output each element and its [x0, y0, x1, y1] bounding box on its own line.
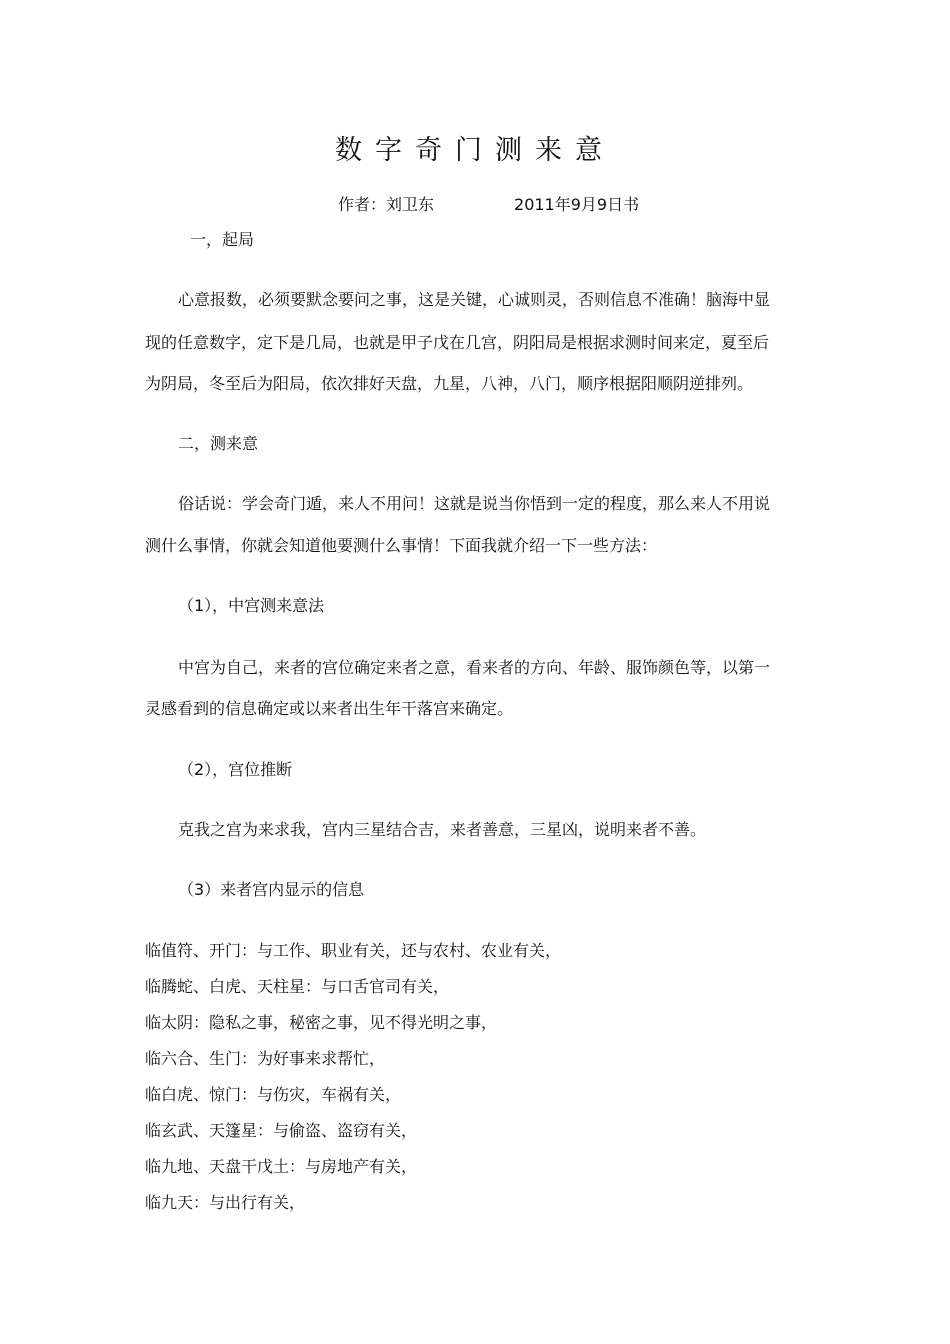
author: 作者：刘卫东 [338, 195, 435, 214]
list-item: 临太阴：隐私之事，秘密之事，见不得光明之事， [145, 1013, 498, 1032]
paragraph-1-line-2: 现的任意数字，定下是几局，也就是甲子戊在几宫，阴阳局是根据求测时间来定，夏至后 [145, 333, 770, 352]
list-item: 临九天：与出行有关， [145, 1193, 306, 1212]
subsection-3-heading: （3）来者宫内显示的信息 [178, 880, 365, 899]
list-item: 临腾蛇、白虎、天柱星：与口舌官司有关， [145, 977, 450, 996]
paragraph-2-line-1: 俗话说：学会奇门遁，来人不用问！这就是说当你悟到一定的程度，那么来人不用说 [178, 494, 771, 513]
document-title: 数字奇门测来意 [335, 135, 615, 166]
paragraph-4: 克我之宫为来求我，宫内三星结合吉，来者善意，三星凶，说明来者不善。 [178, 820, 707, 839]
date: 2011年9月9日书 [514, 195, 640, 214]
paragraph-3-line-2: 灵感看到的信息确定或以来者出生年干落宫来确定。 [145, 699, 514, 718]
paragraph-1-line-3: 为阴局，冬至后为阳局，依次排好天盘，九星，八神，八门，顺序根据阳顺阴逆排列。 [145, 374, 754, 393]
list-item: 临值符、开门：与工作、职业有关，还与农村、农业有关， [145, 941, 562, 960]
paragraph-3-line-1: 中宫为自己，来者的宫位确定来者之意，看来者的方向、年龄、服饰颜色等，以第一 [178, 658, 771, 677]
paragraph-2-line-2: 测什么事情，你就会知道他要测什么事情！下面我就介绍一下一些方法： [145, 536, 658, 555]
list-item: 临九地、天盘干戊土：与房地产有关， [145, 1157, 418, 1176]
subsection-2-heading: （2），宫位推断 [178, 760, 293, 779]
list-item: 临六合、生门：为好事来求帮忙， [145, 1049, 386, 1068]
list-item: 临白虎、惊门：与伤灾，车祸有关， [145, 1085, 402, 1104]
list-item: 临玄武、天篷星：与偷盗、盗窃有关， [145, 1121, 418, 1140]
section-1-heading: 一，起局 [190, 230, 255, 249]
byline [338, 192, 639, 215]
paragraph-1-line-1: 心意报数，必须要默念要问之事，这是关键，心诚则灵，否则信息不准确！脑海中显 [178, 290, 771, 309]
section-2-heading: 二，测来意 [178, 434, 259, 453]
subsection-1-heading: （1），中宫测来意法 [178, 596, 325, 615]
